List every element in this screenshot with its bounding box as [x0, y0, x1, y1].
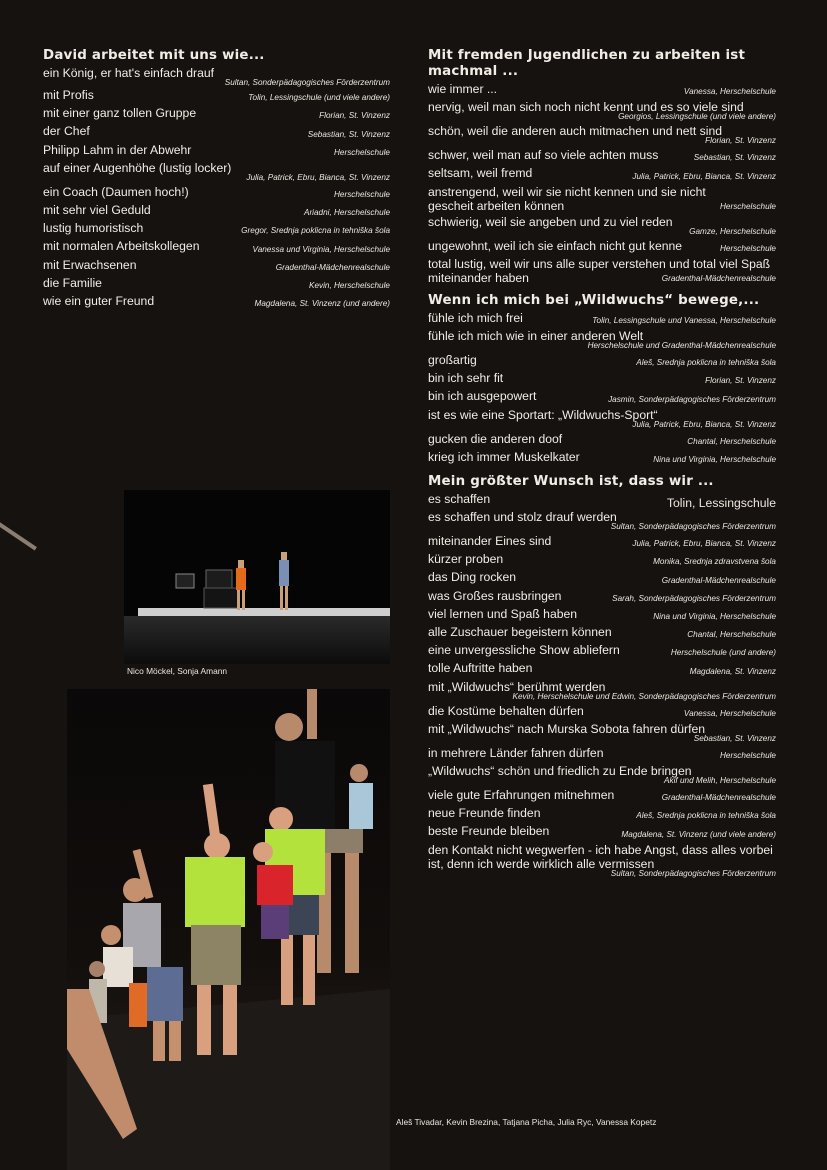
quote-author: Herschelschule — [720, 750, 776, 760]
quote-author: Herschelschule und Gradenthal-Mädchenrealschule — [587, 340, 776, 350]
quote-author: Gamze, Herschelschule — [689, 226, 776, 236]
quote-entry: krieg ich immer Muskelkater Nina und Virginia, Herschelschule — [428, 449, 776, 464]
dancers-photo-illustration — [67, 689, 390, 1170]
quote-author: Herschelschule — [720, 201, 776, 211]
quote-entry: den Kontakt nicht wegwerfen - ich habe Angst, dass alles vorbei ist, denn ich werde wirklich alle vermissen Sultan, Sonderpädagogisches Förderzentrum — [428, 842, 776, 878]
decorative-stroke — [0, 520, 37, 550]
quote-entry: nervig, weil man sich noch nicht kennt und es so viele sind Georgios, Lessingschule (und viele andere) — [428, 100, 776, 122]
quote-entry: das Ding rocken Gradenthal-Mädchenrealschule — [428, 570, 776, 585]
quote-entry: wie immer ... Vanessa, Herschelschule — [428, 82, 776, 97]
quote-author: Sebastian, St. Vinzenz — [307, 129, 390, 139]
quote-author: Florian, St. Vinzenz — [319, 111, 390, 121]
quote-author: Sebastian, St. Vinzenz — [693, 733, 776, 743]
quote-entry: viele gute Erfahrungen mitnehmen Gradenthal-Mädchenrealschule — [428, 787, 776, 803]
quote-author: Nina und Virginia, Herschelschule — [653, 454, 776, 464]
quote-entry: es schaffen Tolin, Lessingschule — [428, 491, 776, 511]
right-column — [428, 48, 776, 885]
quote-author: Sultan, Sonderpädagogisches Förderzentrum — [224, 78, 390, 87]
quote-entry: ungewohnt, weil ich sie einfach nicht gut kenne Herschelschule — [428, 238, 776, 253]
quote-entry: die Familie Kevin, Herschelschule — [43, 275, 390, 290]
quote-entry: großartig Aleš, Srednja poklicna in tehniška šola — [428, 352, 776, 368]
quote-entry: schön, weil die anderen auch mitmachen und nett sind Florian, St. Vinzenz — [428, 124, 776, 146]
quote-entry: bin ich sehr fit Florian, St. Vinzenz — [428, 371, 776, 386]
quote-entry: was Großes rausbringen Sarah, Sonderpädagogisches Förderzentrum — [428, 588, 776, 603]
quote-entry: seltsam, weil fremd Julia, Patrick, Ebru, Bianca, St. Vinzenz — [428, 166, 776, 181]
section-heading-strangers: Mit fremden Jugendlichen zu arbeiten ist machmal ... — [428, 48, 746, 79]
quote-entry: die Kostüme behalten dürfen Vanessa, Herschelschule — [428, 703, 776, 718]
quote-entry: ist es wie eine Sportart: „Wildwuchs-Sport“ Julia, Patrick, Ebru, Bianca, St. Vinzenz — [428, 407, 776, 429]
quote-entry: wie ein guter Freund Magdalena, St. Vinzenz (und andere) — [43, 293, 390, 309]
quote-entry: mit Profis Tolin, Lessingschule (und viele andere) — [43, 88, 390, 103]
quote-entry: in mehrere Länder fahren dürfen Herschelschule — [428, 745, 776, 760]
quote-entry: der Chef Sebastian, St. Vinzenz — [43, 124, 390, 139]
quote-author: Julia, Patrick, Ebru, Bianca, St. Vinzenz — [632, 539, 776, 549]
quote-entry: viel lernen und Spaß haben Nina und Virginia, Herschelschule — [428, 606, 776, 621]
quote-entry: miteinander Eines sind Julia, Patrick, Ebru, Bianca, St. Vinzenz — [428, 534, 776, 549]
quote-author: Gradenthal-Mädchenrealschule — [661, 793, 776, 803]
quote-entry: mit Erwachsenen Gradenthal-Mädchenrealschule — [43, 257, 390, 272]
quote-author: Vanessa, Herschelschule — [683, 708, 776, 718]
quote-author: Sultan, Sonderpädagogisches Förderzentrum — [610, 868, 776, 878]
quote-author: Akif und Melih, Herschelschule — [664, 775, 776, 785]
quote-entry: beste Freunde bleiben Magdalena, St. Vinzenz (und viele andere) — [428, 824, 776, 839]
photo-caption-2: Aleš Tivadar, Kevin Brezina, Tatjana Picha, Julia Ryc, Vanessa Kopetz — [396, 1117, 657, 1127]
quote-entry: bin ich ausgepowert Jasmin, Sonderpädagogisches Förderzentrum — [428, 389, 776, 404]
quote-entry: lustig humoristisch Gregor, Srednja poklicna in tehniška šola — [43, 221, 390, 236]
quote-author: Chantal, Herschelschule — [687, 630, 776, 640]
quote-author: Florian, St. Vinzenz — [705, 136, 776, 146]
quote-entry: fühle ich mich frei Tolin, Lessingschule und Vanessa, Herschelschule — [428, 310, 776, 325]
quote-author: Tolin, Lessingschule — [666, 496, 776, 511]
stage-photo-illustration — [124, 490, 390, 664]
quote-entry: neue Freunde finden Aleš, Srednja poklicna in tehniška šola — [428, 806, 776, 821]
quote-author: Herschelschule — [720, 243, 776, 253]
quote-entry: mit sehr viel Geduld Ariadni, Herschelschule — [43, 202, 390, 218]
quote-author: Herschelschule — [334, 189, 390, 199]
quote-entry: alle Zuschauer begeistern können Chantal, Herschelschule — [428, 625, 776, 640]
quote-author: Sarah, Sonderpädagogisches Förderzentrum — [612, 593, 776, 603]
quote-author: Gregor, Srednja poklicna in tehniška šola — [241, 226, 390, 236]
quote-author: Georgios, Lessingschule (und viele andere) — [618, 112, 776, 122]
quote-entry: mit normalen Arbeitskollegen Vanessa und Virginia, Herschelschule — [43, 239, 390, 254]
quote-author: Julia, Patrick, Ebru, Bianca, St. Vinzenz — [632, 419, 776, 429]
left-column — [43, 48, 390, 312]
quote-entry: kürzer proben Monika, Srednja zdravstvena šola — [428, 552, 776, 567]
quote-author: Magdalena, St. Vinzenz — [689, 666, 776, 676]
quote-entry: mit einer ganz tollen Gruppe Florian, St. Vinzenz — [43, 106, 390, 121]
quote-author: Vanessa, Herschelschule — [683, 87, 776, 97]
quote-list-david — [43, 66, 390, 312]
section-heading-movement: Wenn ich mich bei „Wildwuchs“ bewege,... — [428, 292, 760, 308]
photo-caption-1: Nico Möckel, Sonja Amann — [127, 666, 228, 676]
quote-author: Herschelschule (und andere) — [670, 648, 776, 658]
quote-entry: mit „Wildwuchs“ nach Murska Sobota fahren dürfen Sebastian, St. Vinzenz — [428, 721, 776, 743]
quote-author: Ariadni, Herschelschule — [303, 208, 390, 218]
quote-author: Kevin, Herschelschule — [308, 280, 390, 290]
quote-author: Nina und Virginia, Herschelschule — [653, 612, 776, 621]
quote-author: Jasmin, Sonderpädagogisches Förderzentrum — [608, 394, 776, 404]
quote-author: Herschelschule — [334, 147, 390, 157]
quote-entry: es schaffen und stolz drauf werden Sultan, Sonderpädagogisches Förderzentrum — [428, 510, 776, 532]
quote-author: Gradenthal-Mädchenrealschule — [661, 575, 776, 585]
quote-entry: Philipp Lahm in der Abwehr Herschelschule — [43, 142, 390, 157]
quote-author: Tolin, Lessingschule (und viele andere) — [248, 93, 390, 103]
quote-author: Sultan, Sonderpädagogisches Förderzentrum — [610, 522, 776, 532]
quote-author: Aleš, Srednja poklicna in tehniška šola — [636, 358, 776, 368]
quote-author: Gradenthal-Mädchenrealschule — [661, 273, 776, 283]
quote-entry: schwer, weil man auf so viele achten muss Sebastian, St. Vinzenz — [428, 148, 776, 163]
quote-entry: auf einer Augenhöhe (lustig locker) Julia, Patrick, Ebru, Bianca, St. Vinzenz — [43, 160, 390, 182]
section-wish — [428, 474, 776, 879]
quote-author: Julia, Patrick, Ebru, Bianca, St. Vinzenz — [632, 171, 776, 181]
section-movement — [428, 293, 776, 468]
stage-photo — [124, 490, 390, 664]
quote-entry: schwierig, weil sie angeben und zu viel reden Gamze, Herschelschule — [428, 214, 776, 236]
quote-entry: „Wildwuchs“ schön und friedlich zu Ende bringen Akif und Melih, Herschelschule — [428, 763, 776, 785]
quote-entry: tolle Auftritte haben Magdalena, St. Vinzenz — [428, 661, 776, 676]
quote-author: Vanessa und Virginia, Herschelschule — [252, 244, 390, 254]
quote-author: Julia, Patrick, Ebru, Bianca, St. Vinzenz — [246, 172, 390, 182]
quote-entry: mit „Wildwuchs“ berühmt werden Kevin, Herschelschule und Edwin, Sonderpädagogisches Förderzentrum — [428, 679, 776, 701]
quote-author: Monika, Srednja zdravstvena šola — [653, 557, 776, 567]
quote-entry: total lustig, weil wir uns alle super verstehen und total viel Spaß miteinander haben Gradenthal-Mädchenrealschule — [428, 256, 776, 285]
quote-entry: anstrengend, weil wir sie nicht kennen und sie nicht gescheit arbeiten können Herschelschule — [428, 184, 776, 213]
quote-author: Tolin, Lessingschule und Vanessa, Herschelschule — [592, 315, 776, 325]
quote-author: Magdalena, St. Vinzenz (und andere) — [254, 299, 390, 309]
quote-author: Florian, St. Vinzenz — [705, 376, 776, 386]
section-heading-wish: Mein größter Wunsch ist, dass wir ... — [428, 473, 714, 489]
quote-entry: ein Coach (Daumen hoch!) Herschelschule — [43, 184, 390, 199]
quote-entry: fühle ich mich wie in einer anderen Welt Herschelschule und Gradenthal-Mädchenrealschule — [428, 328, 776, 350]
quote-author: Kevin, Herschelschule und Edwin, Sonderpädagogisches Förderzentrum — [512, 691, 776, 701]
quote-author: Aleš, Srednja poklicna in tehniška šola — [636, 811, 776, 821]
quote-author: Sebastian, St. Vinzenz — [693, 153, 776, 163]
section-strangers — [428, 48, 776, 287]
quote-entry: eine unvergessliche Show abliefern Herschelschule (und andere) — [428, 643, 776, 658]
section-heading-david: David arbeitet mit uns wie... — [43, 48, 265, 63]
quote-author: Chantal, Herschelschule — [687, 436, 776, 446]
quote-author: Gradenthal-Mädchenrealschule — [275, 262, 390, 272]
quote-entry: ein König, er hat's einfach drauf Sultan, Sonderpädagogisches Förderzentrum — [43, 66, 390, 87]
quote-entry: gucken die anderen doof Chantal, Herschelschule — [428, 431, 776, 446]
dancers-photo — [67, 689, 390, 1170]
quote-author: Magdalena, St. Vinzenz (und viele andere) — [621, 829, 776, 839]
